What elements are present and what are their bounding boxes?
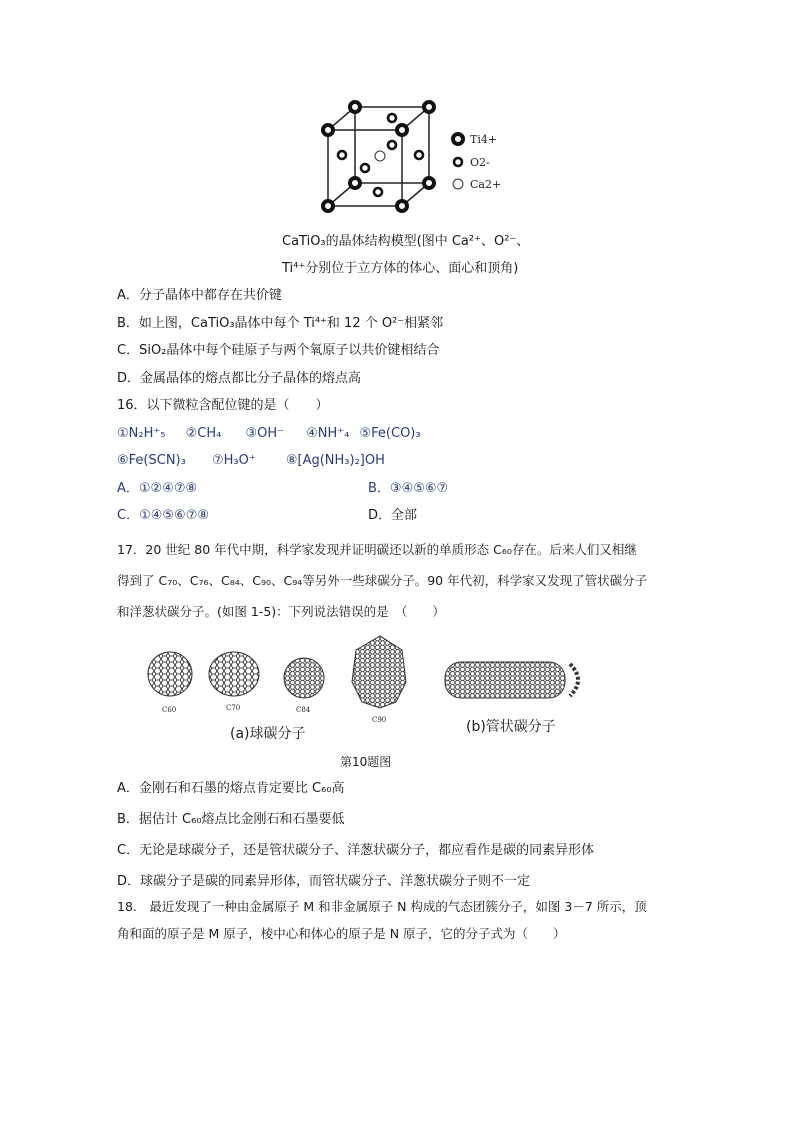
q15-option-a: A．分子晶体中都存在共价键 bbox=[117, 288, 282, 303]
q16-item-2: ②CH₄ bbox=[185, 426, 222, 441]
fig-a-caption: (a)球碳分子 bbox=[230, 726, 306, 742]
label-c60: C60 bbox=[162, 706, 177, 714]
q16-option-b: B．③④⑤⑥⑦ bbox=[368, 481, 449, 496]
crystal-caption-1: CaTiO₃的晶体结构模型(图中 Ca²⁺、O²⁻、 bbox=[282, 234, 530, 249]
label-c70: C70 bbox=[226, 704, 241, 712]
legend-o: O2- bbox=[470, 156, 490, 169]
q16-item-7: ⑦H₃O⁺ bbox=[211, 453, 256, 468]
q16-item-1: ①N₂H⁺₅ bbox=[117, 426, 166, 441]
q16-item-4: ④NH⁺₄ bbox=[306, 426, 350, 441]
q16-option-c: C．①④⑤⑥⑦⑧ bbox=[117, 508, 210, 523]
crystal-structure-figure bbox=[310, 95, 510, 220]
q17-option-b: B．据估计 C₆₀熔点比金刚石和石墨要低 bbox=[117, 812, 345, 827]
q15-option-d: D．金属晶体的熔点都比分子晶体的熔点高 bbox=[117, 371, 362, 386]
q17-line-2: 得到了 C₇₀、C₇₆、C₈₄、C₉₀、C₉₄等另外一些球碳分子。90 年代初，科学家又发现了管状碳分子 bbox=[117, 573, 648, 588]
q18-line-2: 角和面的原子是 M 原子，棱中心和体心的原子是 N 原子，它的分子式为（ ） bbox=[117, 926, 566, 941]
q17-option-c: C．无论是球碳分子，还是管状碳分子、洋葱状碳分子，都应看作是碳的同素异形体 bbox=[117, 843, 595, 858]
legend-ti: Ti4+ bbox=[470, 133, 498, 146]
q16-option-a: A．①②④⑦⑧ bbox=[117, 481, 198, 496]
legend-ca: Ca2+ bbox=[470, 178, 502, 191]
fig-b-caption: (b)管状碳分子 bbox=[466, 719, 556, 735]
q16-stem: 16．以下微粒含配位键的是（ ） bbox=[117, 398, 329, 413]
q17-line-1: 17．20 世纪 80 年代中期，科学家发现并证明碳还以新的单质形态 C₆₀存在。后来人们又相继 bbox=[117, 542, 637, 557]
label-c90: C90 bbox=[372, 716, 387, 724]
q16-item-8: ⑧[Ag(NH₃)₂]OH bbox=[285, 453, 385, 468]
q16-item-5: ⑤Fe(CO)₃ bbox=[359, 426, 421, 441]
c60-molecule bbox=[148, 652, 192, 696]
q16-item-3: ③OH⁻ bbox=[245, 426, 284, 441]
nanotube-molecule bbox=[445, 662, 578, 698]
q17-option-a: A．金刚石和石墨的熔点肯定要比 C₆₀高 bbox=[117, 781, 345, 796]
q17-line-3: 和洋葱状碳分子。(如图 1-5)：下列说法错误的是 （ ） bbox=[117, 604, 445, 619]
c90-molecule bbox=[352, 636, 406, 708]
c70-molecule bbox=[209, 652, 259, 696]
q16-option-d: D．全部 bbox=[368, 508, 418, 523]
q18-line-1: 18. 最近发现了一种由金属原子 M 和非金属原子 N 构成的气态团簇分子，如图 3－7 所示，顶 bbox=[117, 899, 647, 914]
fig-10-caption: 第10题图 bbox=[340, 755, 392, 769]
c84-molecule bbox=[284, 658, 324, 698]
crystal-caption-2: Ti⁴⁺分别位于立方体的体心、面心和顶角) bbox=[282, 261, 519, 276]
label-c84: C84 bbox=[296, 706, 311, 714]
q16-items-row2 bbox=[117, 451, 385, 471]
q15-option-c: C．SiO₂晶体中每个硅原子与两个氧原子以共价键相结合 bbox=[117, 343, 440, 358]
q16-item-6: ⑥Fe(SCN)₃ bbox=[117, 453, 186, 468]
q17-option-d: D．球碳分子是碳的同素异形体，而管状碳分子、洋葱状碳分子则不一定 bbox=[117, 874, 531, 889]
q16-items-row1 bbox=[117, 424, 421, 444]
q15-option-b: B．如上图，CaTiO₃晶体中每个 Ti⁴⁺和 12 个 O²⁻相紧邻 bbox=[117, 316, 444, 331]
